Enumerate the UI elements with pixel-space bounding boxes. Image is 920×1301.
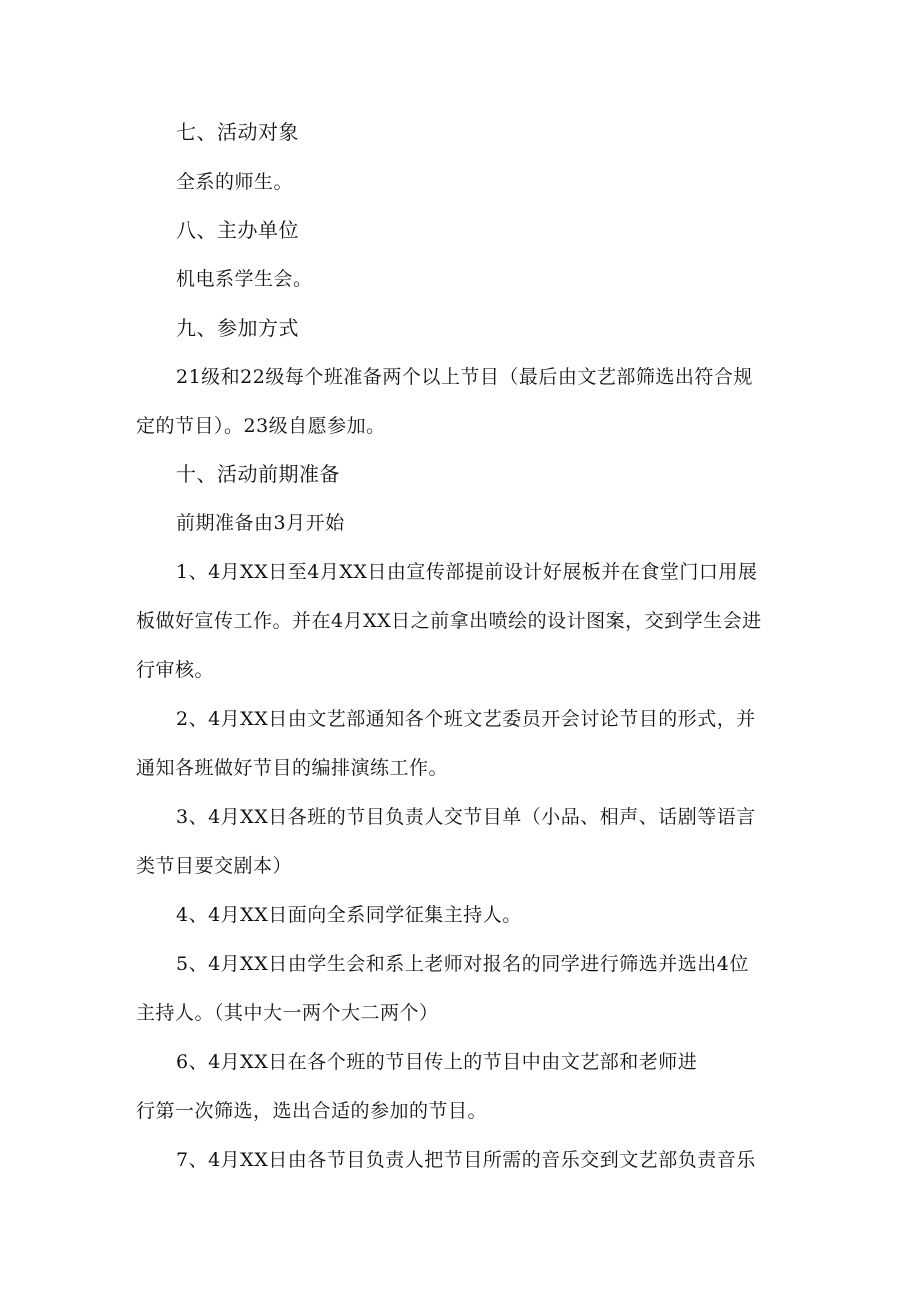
list-item-2-continued: 通知各班做好节目的编排演练工作。 <box>136 757 449 779</box>
list-item-3: 3、4月XX日各班的节目负责人交节目单（小品、相声、话剧等语言 <box>176 806 756 828</box>
section-heading-7: 七、活动对象 <box>176 120 299 144</box>
list-item-5: 5、4月XX日由学生会和系上老师对报名的同学进行筛选并选出4位 <box>176 953 749 975</box>
paragraph-line: 全系的师生。 <box>176 171 294 193</box>
section-heading-8: 八、主办单位 <box>176 218 299 242</box>
list-item-6: 6、4月XX日在各个班的节目传上的节目中由文艺部和老师进 <box>176 1051 698 1073</box>
list-item-7: 7、4月XX日由各节目负责人把节目所需的音乐交到文艺部负责音乐 <box>176 1149 756 1171</box>
section-heading-10: 十、活动前期准备 <box>176 462 340 486</box>
section-heading-9: 九、参加方式 <box>176 316 299 340</box>
paragraph-line: 21级和22级每个班准备两个以上节目（最后由文艺部筛选出符合规 <box>176 366 753 388</box>
paragraph-line-continued: 定的节目）。23级自愿参加。 <box>136 415 386 437</box>
paragraph-line: 机电系学生会。 <box>176 268 313 290</box>
list-item-1-continued: 行审核。 <box>136 659 215 681</box>
list-item-6-continued: 行第一次筛选，选出合适的参加的节目。 <box>136 1100 488 1122</box>
list-item-2: 2、4月XX日由文艺部通知各个班文艺委员开会讨论节目的形式，并 <box>176 708 756 730</box>
paragraph-line: 前期准备由3月开始 <box>176 512 345 534</box>
list-item-1-continued: 板做好宣传工作。并在4月XX日之前拿出喷绘的设计图案，交到学生会进 <box>136 610 762 632</box>
list-item-5-continued: 主持人。（其中大一两个大二两个） <box>136 1002 439 1024</box>
list-item-4: 4、4月XX日面向全系同学征集主持人。 <box>176 904 522 926</box>
list-item-1: 1、4月XX日至4月XX日由宣传部提前设计好展板并在食堂门口用展 <box>176 561 758 583</box>
list-item-3-continued: 类节目要交剧本） <box>136 855 293 877</box>
